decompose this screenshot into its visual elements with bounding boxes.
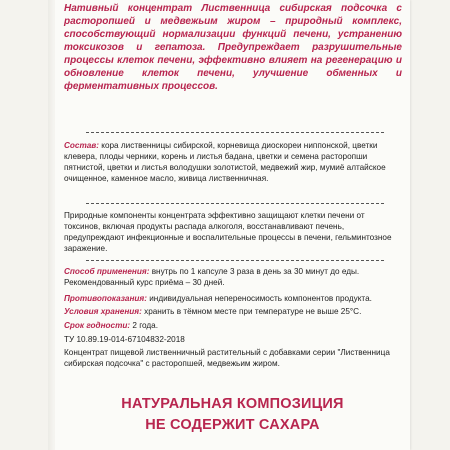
storage-label: Условия хранения: xyxy=(64,307,142,316)
divider-3 xyxy=(86,260,384,261)
usage-text: внутрь по 1 капсуле 3 раза в день за 30 минут до еды. xyxy=(151,267,360,276)
composition-block xyxy=(64,140,402,184)
shelf-life-label: Срок годности: xyxy=(64,321,131,330)
composition-text: кора лиственницы сибирской, корневища диоскореи ниппонской, цветки клевера, плоды черники, корень и листья бадана, цветки и семена расторопши пятнистой, цветки и листья володушки золотистой, медвежий жир, мумиё алтайское очищенное, каменное масло, живица лиственничная. xyxy=(64,141,386,183)
usage-course: Рекомендованный курс приёма – 30 дней. xyxy=(64,278,225,287)
storage-text: хранить в тёмном месте при температуре не выше 25°С. xyxy=(144,307,362,316)
description-text: Природные компоненты концентрата эффективно защищают клетки печени от токсинов, включая продукты распада алкоголя, восстанавливают печень, предупреждают инфекционные и воспалительные процессы в печени, гельминтозное заражение. xyxy=(64,211,392,253)
shelf-life-block xyxy=(64,320,402,331)
package-edge-shadow xyxy=(48,0,55,450)
divider-2 xyxy=(86,203,384,204)
spec-code: ТУ 10.89.19-014-67104832-2018 xyxy=(64,335,185,344)
divider-1 xyxy=(86,132,384,133)
series-note: Концентрат пищевой лиственничный растительный с добавками серии "Лиственница сибирская подсочка" с расторопшей, медвежьим жиром. xyxy=(64,348,390,368)
intro-block xyxy=(64,2,402,93)
intro-paragraph-2: Предупреждает разрушительные процессы клеток печени, эффективно влияет на регенерацию и обновление клеток печени, улучшение обменных и ферментативных процессов. xyxy=(64,42,402,92)
usage-block xyxy=(64,266,402,288)
storage-block xyxy=(64,306,402,317)
intro-paragraph-1: Нативный концентрат Лиственница сибирская подсочка с расторопшей и медвежьим жиром – природный комплекс, способствующий нормализации функций печени, устранению токсикозов и гепатоза. xyxy=(64,3,402,53)
contraindications-text: индивидуальная непереносимость компонентов продукта. xyxy=(149,294,372,303)
shelf-life-text: 2 года. xyxy=(132,321,158,330)
headline-line-1: НАТУРАЛЬНАЯ КОМПОЗИЦИЯ xyxy=(121,396,344,412)
contraindications-block xyxy=(64,293,402,304)
headline-line-2: НЕ СОДЕРЖИТ САХАРА xyxy=(145,417,320,433)
composition-label: Состав: xyxy=(64,141,99,150)
contraindications-label: Противопоказания: xyxy=(64,294,147,303)
usage-label: Способ применения: xyxy=(64,267,150,276)
